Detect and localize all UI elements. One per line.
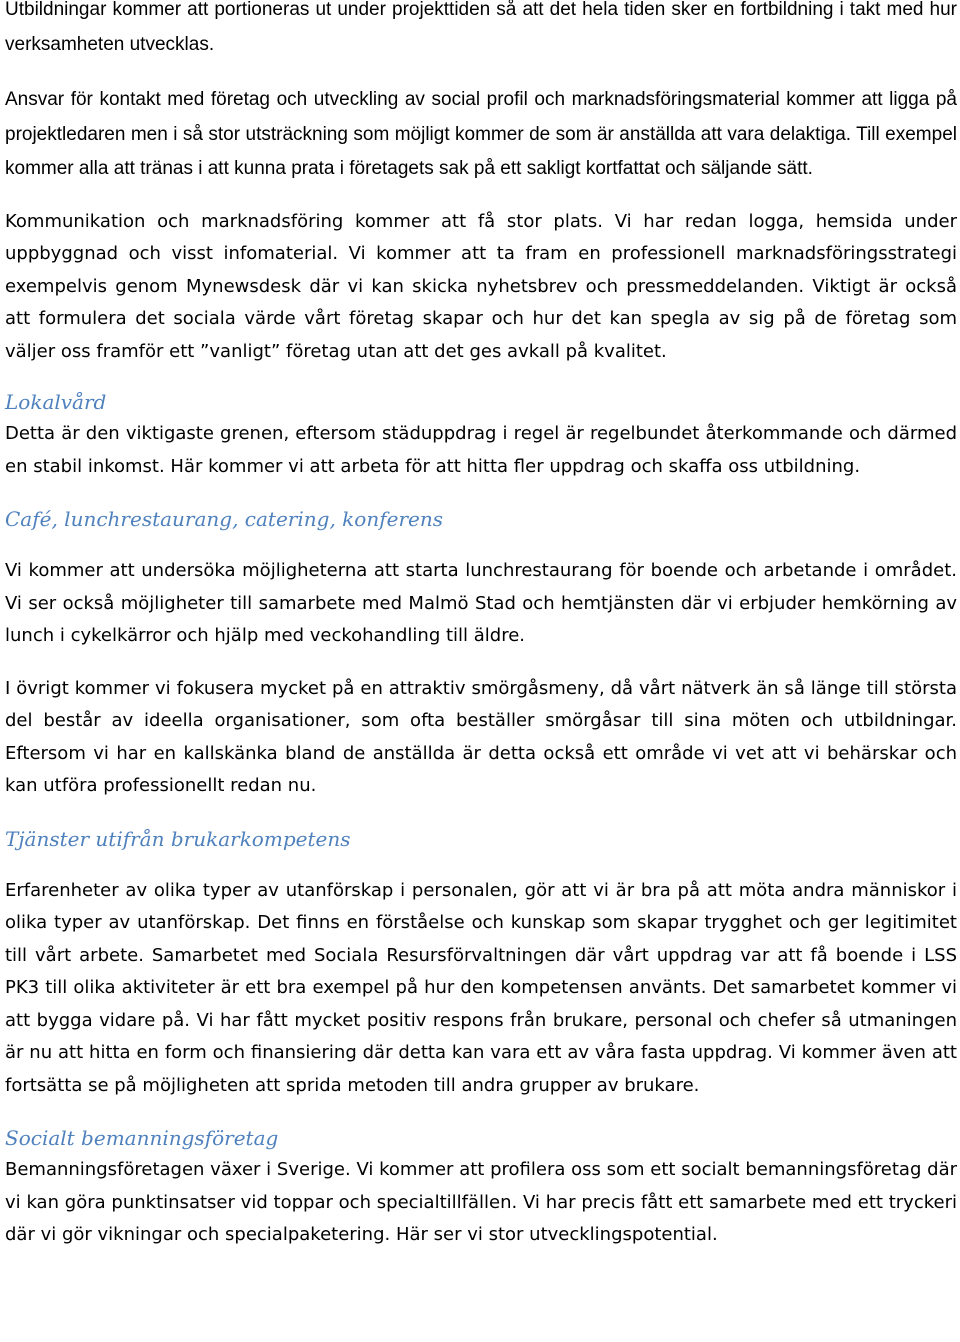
- heading-cafe: Café, lunchrestaurang, catering, konferens: [5, 507, 443, 531]
- paragraph-kommunikation: Kommunikation och marknadsföring kommer att få stor plats. Vi har redan logga, hemsida under uppbyggnad och visst infomaterial. Vi kommer att ta fram en professionell marknadsföringsstrategi exempelvis genom Mynewsdesk där vi kan skicka nyhetsbrev och pressmeddelanden. Viktigt är också att formulera det sociala värde vårt företag skapar och hur det kan spegla av sig på de företag som väljer oss framför ett ”vanligt” företag utan att det ges avkall på kvalitet.: [5, 210, 957, 362]
- heading-bemanning: Socialt bemanningsföretag: [5, 1126, 279, 1150]
- paragraph-cafe-1: Vi kommer att undersöka möjligheterna att starta lunchrestaurang för boende och arbetande i området. Vi ser också möjligheter till samarbete med Malmö Stad och hemtjänsten där vi erbjuder hemkörning av lunch i cykelkärror och hjälp med veckohandling till äldre.: [5, 560, 957, 646]
- paragraph-bemanning: Bemanningsföretagen växer i Sverige. Vi kommer att profilera oss som ett socialt bemanningsföretag där vi kan göra punktinsatser vid toppar och specialtillfällen. Vi har precis fått ett samarbete med ett tryckeri där vi gör vikningar och specialpaketering. Här ser vi stor utvecklingspotential.: [5, 1159, 957, 1245]
- document-page: [5, 0, 957, 1252]
- heading-tjanster: Tjänster utifrån brukarkompetens: [5, 826, 351, 851]
- paragraph-tjanster: Erfarenheter av olika typer av utanförskap i personalen, gör att vi är bra på att möta andra människor i olika typer av utanförskap. Det finns en förståelse och kunskap som skapar trygghet och ger legitimitet till vårt arbete. Samarbetet med Sociala Resursförvaltningen där vårt uppdrag var att få boende i LSS PK3 till olika aktiviteter är ett bra exempel på hur den kompetensen använts. Det samarbetet kommer vi att bygga vidare på. Vi har fått mycket positiv respons från brukare, personal och chefer så utmaningen är nu att hitta en form och finansiering där detta kan vara ett av våra fasta uppdrag. Vi kommer även att fortsätta se på möjligheten att sprida metoden till andra grupper av brukare.: [5, 879, 957, 1096]
- heading-lokalvard: Lokalvård: [5, 390, 107, 414]
- paragraph-lokalvard: Detta är den viktigaste grenen, eftersom städuppdrag i regel är regelbundet återkommande och därmed en stabil inkomst. Här kommer vi att arbeta för att hitta fler uppdrag och skaffa oss utbildning.: [5, 423, 957, 477]
- paragraph-ansvar: Ansvar för kontakt med företag och utveckling av social profil och marknadsföringsmaterial kommer att ligga på projektledaren men i så stor utsträckning som möjligt kommer de som är anställda att vara delaktiga. Till exempel kommer alla att tränas i att kunna prata i företagets sak på ett sakligt kortfattat och säljande sätt.: [5, 89, 957, 179]
- paragraph-cafe-2: I övrigt kommer vi fokusera mycket på en attraktiv smörgåsmeny, då vårt nätverk än så länge till största del består av ideella organisationer, som ofta beställer smörgåsar till sina möten och utbildningar. Eftersom vi har en kallskänka bland de anställda är detta också ett område vi vet att vi behärskar och kan utföra professionellt redan nu.: [5, 677, 957, 796]
- paragraph-utbildningar: Utbildningar kommer att portioneras ut under projekttiden så att det hela tiden sker en fortbildning i takt med hur verksamheten utvecklas.: [5, 0, 957, 55]
